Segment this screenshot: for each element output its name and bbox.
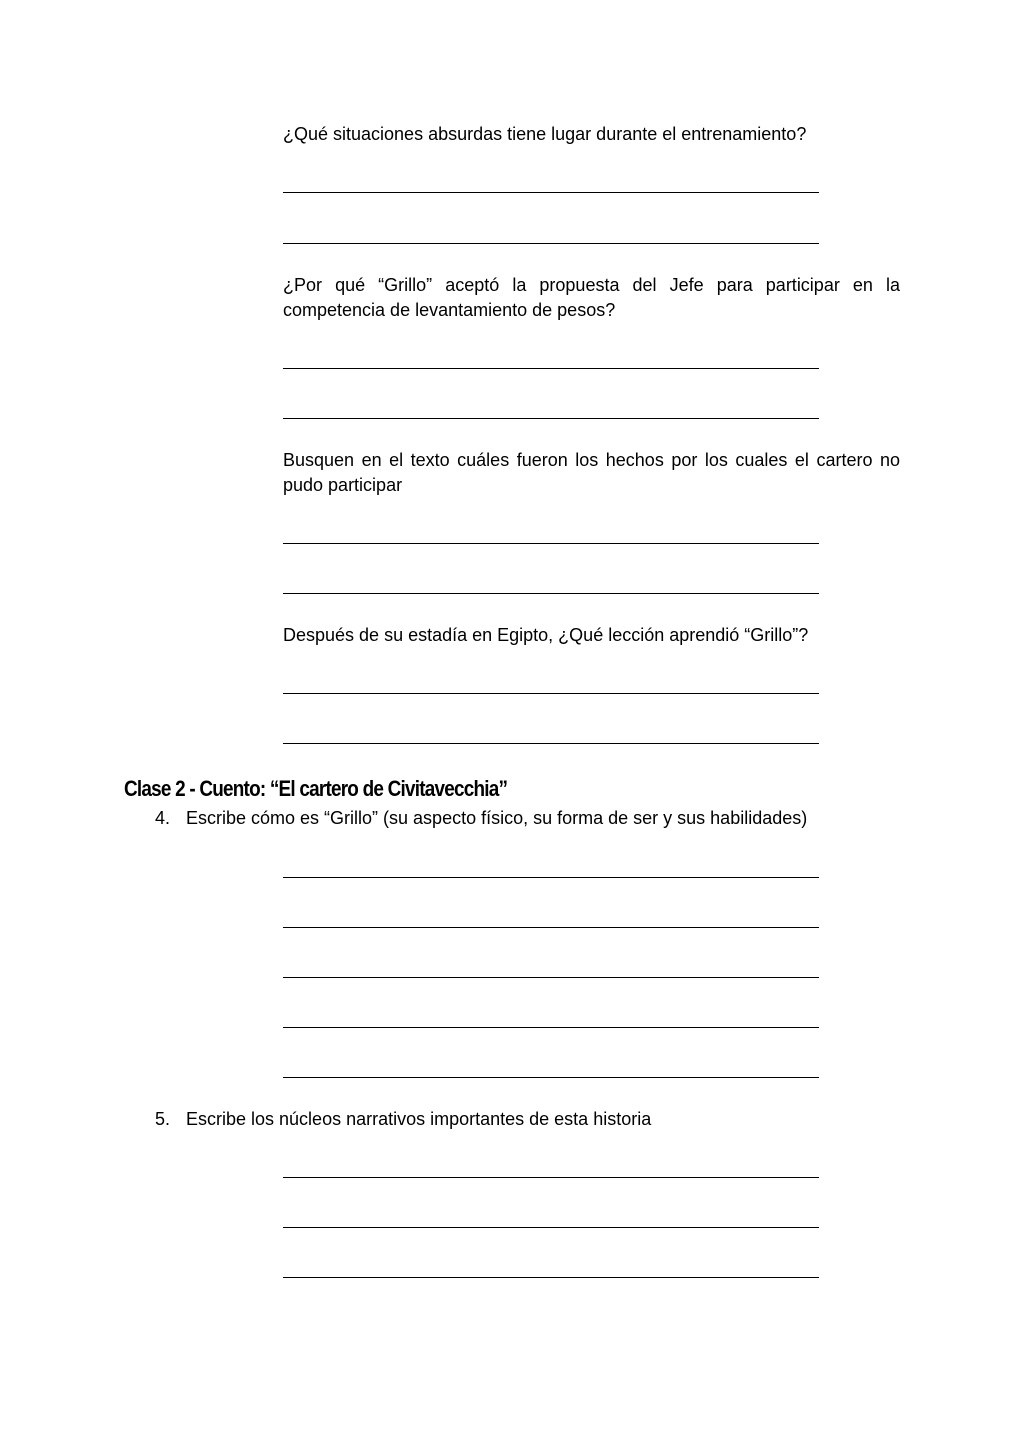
answer-line[interactable]: [283, 977, 819, 978]
answer-line[interactable]: [283, 192, 819, 193]
question-number: 5.: [155, 1109, 171, 1129]
answer-line[interactable]: [283, 543, 819, 544]
question-text: Después de su estadía en Egipto, ¿Qué lección aprendió “Grillo”?: [283, 625, 809, 645]
answer-line[interactable]: [283, 418, 819, 419]
answer-line[interactable]: [283, 243, 819, 244]
question-text: ¿Qué situaciones absurdas tiene lugar durante el entrenamiento?: [283, 124, 807, 144]
answer-line[interactable]: [283, 927, 819, 928]
numbered-question: [155, 1107, 651, 1132]
answer-line[interactable]: [283, 593, 819, 594]
answer-line[interactable]: [283, 877, 819, 878]
section-heading: Clase 2 - Cuento: “El cartero de Civitavecchia”: [124, 776, 508, 801]
answer-line[interactable]: [283, 1027, 819, 1028]
question-text: Busquen en el texto cuáles fueron los hechos por los cuales el cartero no pudo participar: [283, 450, 900, 495]
answer-line[interactable]: [283, 743, 819, 744]
answer-line[interactable]: [283, 368, 819, 369]
question-number: 4.: [155, 808, 171, 828]
answer-line[interactable]: [283, 693, 819, 694]
question-text: ¿Por qué “Grillo” aceptó la propuesta del Jefe para participar en la competencia de levantamiento de pesos?: [283, 275, 900, 320]
answer-line[interactable]: [283, 1177, 819, 1178]
numbered-question: [155, 806, 807, 831]
answer-line[interactable]: [283, 1227, 819, 1228]
answer-line[interactable]: [283, 1077, 819, 1078]
question-text: Escribe cómo es “Grillo” (su aspecto físico, su forma de ser y sus habilidades): [186, 808, 808, 828]
answer-line[interactable]: [283, 1277, 819, 1278]
question-text: Escribe los núcleos narrativos importantes de esta historia: [186, 1109, 652, 1129]
